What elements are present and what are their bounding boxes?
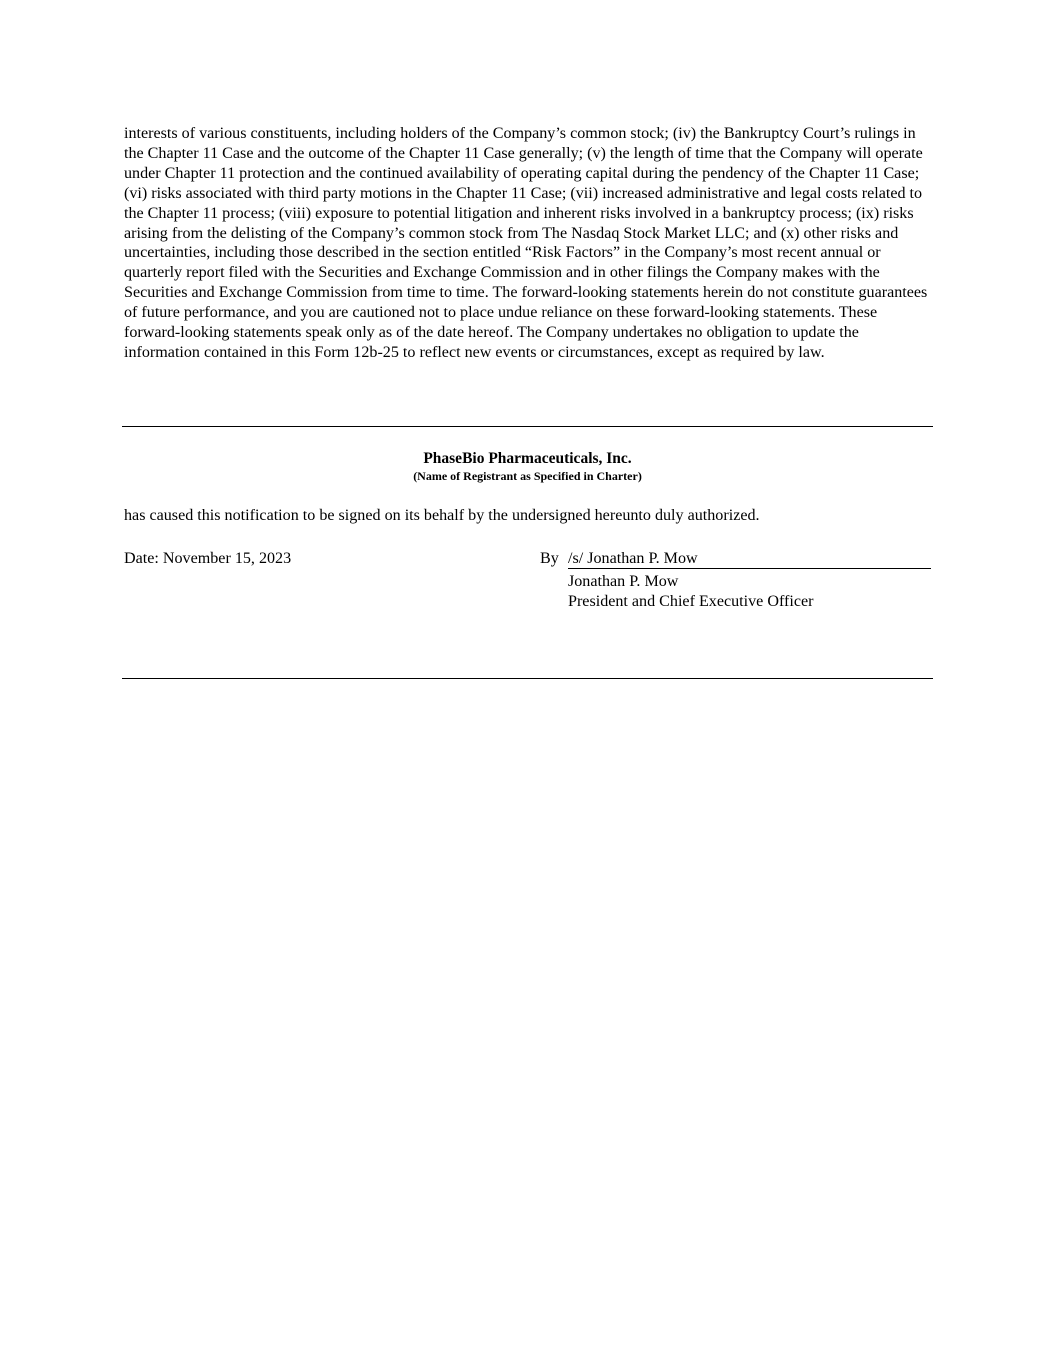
by-label: By <box>540 550 559 567</box>
signature-line: /s/ Jonathan P. Mow <box>568 549 931 569</box>
signer-block <box>568 572 814 612</box>
forward-looking-statements-paragraph: interests of various constituents, including holders of the Company’s common stock; (iv) the Bankruptcy Court’s rulings in the Chapter 11 Case and the outcome of the Chapter 11 Case generally; (v) the length of time that the Company will operate under Chapter 11 protection and the continued availability of operating capital during the pendency of the Chapter 11 Case; (vi) risks associated with third party motions in the Chapter 11 Case; (vii) increased administrative and legal costs related to the Chapter 11 process; (viii) exposure to potential litigation and inherent risks involved in a bankruptcy process; (ix) risks arising from the delisting of the Company’s common stock from The Nasdaq Stock Market LLC; and (x) other risks and uncertainties, including those described in the section entitled “Risk Factors” in the Company’s most recent annual or quarterly report filed with the Securities and Exchange Commission and in other filings the Company makes with the Securities and Exchange Commission from time to time. The forward-looking statements herein do not constitute guarantees of future performance, and you are cautioned not to place undue reliance on these forward-looking statements. These forward-looking statements speak only as of the date hereof. The Company undertakes no obligation to update the information contained in this Form 12b-25 to reflect new events or circumstances, except as required by law. <box>124 125 928 361</box>
registrant-name: PhaseBio Pharmaceuticals, Inc. <box>423 450 632 467</box>
authorization-statement: has caused this notification to be signed on its behalf by the undersigned hereunto duly authorized. <box>124 507 760 524</box>
top-divider <box>122 426 933 427</box>
signer-title: President and Chief Executive Officer <box>568 592 814 610</box>
bottom-divider <box>122 678 933 679</box>
registrant-caption: (Name of Registrant as Specified in Charter) <box>413 469 642 483</box>
signer-name: Jonathan P. Mow <box>568 573 679 590</box>
signature-date: Date: November 15, 2023 <box>124 550 292 567</box>
registrant-block <box>122 450 933 484</box>
